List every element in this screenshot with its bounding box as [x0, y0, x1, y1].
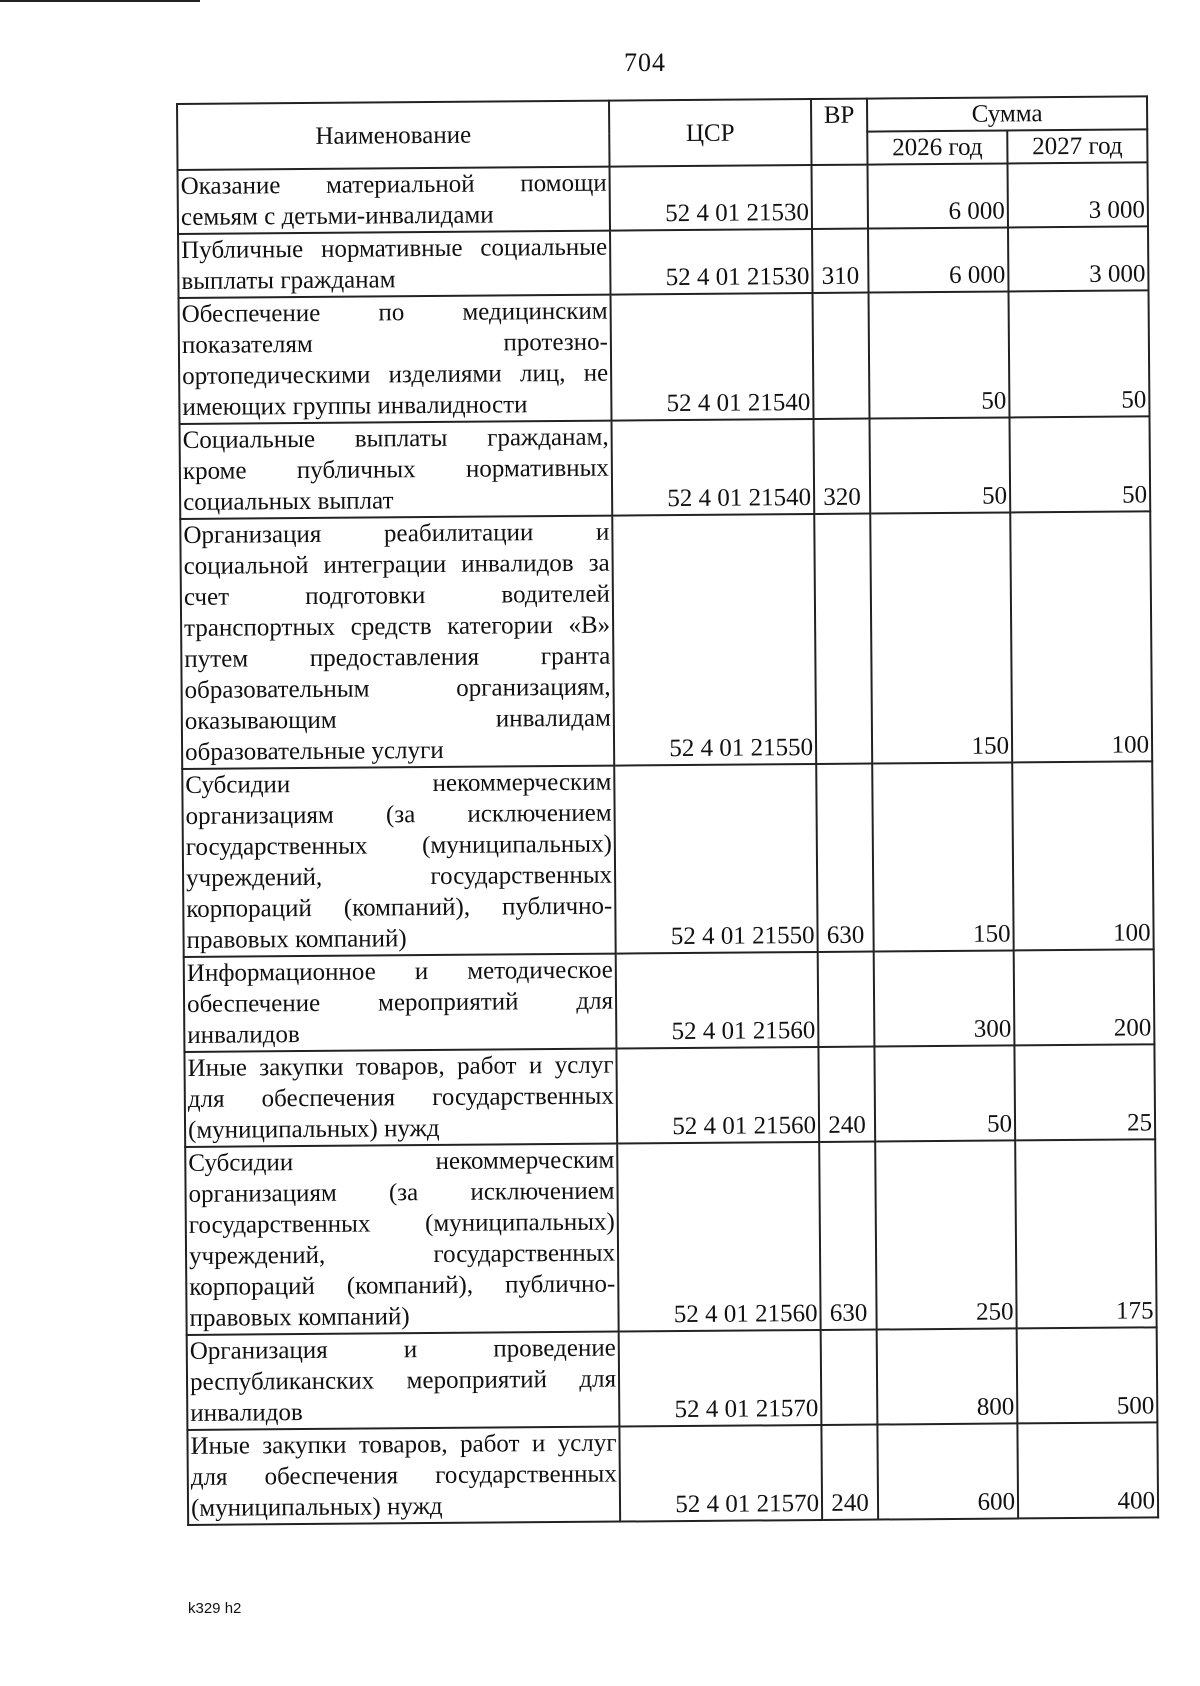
- row-csr: 52 4 01 21530: [610, 229, 812, 295]
- row-sum-2026: 6 000: [868, 163, 1008, 228]
- row-csr: 52 4 01 21550: [612, 514, 816, 766]
- row-sum-2026: 150: [870, 512, 1012, 763]
- row-name: Оказание материальной помощи семьям с детьми-инвалидами: [178, 167, 610, 234]
- row-csr: 52 4 01 21570: [619, 1330, 822, 1427]
- table-row: [182, 761, 1153, 957]
- row-sum-2026: 800: [877, 1328, 1018, 1424]
- table-row: [187, 1327, 1158, 1430]
- footer-code: k329 h2: [188, 1600, 242, 1617]
- header-sum: Сумма: [867, 96, 1147, 131]
- row-sum-2027: 3 000: [1008, 162, 1149, 227]
- row-vr: [813, 293, 870, 419]
- header-year-2026: 2026 год: [867, 130, 1007, 164]
- row-sum-2027: 100: [1012, 761, 1153, 950]
- table-row: [178, 226, 1148, 298]
- row-vr: 630: [819, 1142, 876, 1330]
- table-row: [180, 416, 1151, 519]
- top-rule: [0, 0, 200, 2]
- row-sum-2027: 3 000: [1008, 226, 1149, 291]
- table-row: [178, 162, 1148, 234]
- row-vr: 240: [818, 1047, 875, 1142]
- row-sum-2027: 400: [1017, 1422, 1158, 1518]
- row-sum-2027: 500: [1017, 1327, 1158, 1423]
- row-csr: 52 4 01 21560: [616, 952, 819, 1049]
- row-vr: 320: [814, 419, 871, 514]
- row-sum-2027: 100: [1010, 511, 1152, 762]
- table-row: [184, 1044, 1155, 1147]
- header-vr: ВР: [811, 99, 868, 165]
- row-csr: 52 4 01 21540: [612, 419, 815, 516]
- row-csr: 52 4 01 21550: [614, 764, 817, 954]
- row-name: Социальные выплаты гражданам, кроме публичных нормативных социальных выплат: [180, 421, 613, 519]
- row-sum-2027: 200: [1014, 949, 1155, 1045]
- row-vr: 310: [812, 229, 869, 293]
- row-sum-2026: 250: [875, 1140, 1016, 1329]
- row-csr: 52 4 01 21560: [616, 1047, 819, 1144]
- table-row: [185, 1139, 1156, 1335]
- table-header: [177, 96, 1148, 170]
- row-name: Обеспечение по медицинским показателям протезно-ортопедическими изделиями лиц, не имеющих группы инвалидности: [179, 295, 612, 424]
- row-vr: [821, 1330, 878, 1425]
- row-csr: 52 4 01 21530: [610, 165, 812, 231]
- header-name: Наименование: [177, 101, 610, 170]
- table-body: [178, 162, 1159, 1525]
- row-sum-2027: 175: [1015, 1139, 1156, 1328]
- row-sum-2027: 25: [1014, 1044, 1155, 1140]
- row-name: Субсидии некоммерческим организациям (за исключением государственных (муниципальных) учреждений, государственных корпораций (компаний), публично-правовых компаний): [182, 766, 615, 957]
- table-row: [179, 290, 1150, 424]
- row-sum-2026: 50: [869, 417, 1010, 513]
- row-sum-2027: 50: [1009, 290, 1150, 417]
- row-vr: 240: [821, 1425, 878, 1520]
- row-csr: 52 4 01 21570: [619, 1425, 822, 1522]
- page-number: 704: [624, 48, 666, 77]
- row-vr: [812, 165, 869, 229]
- budget-table: [176, 95, 1159, 1526]
- row-name: Публичные нормативные социальные выплаты гражданам: [178, 231, 610, 298]
- table-row: [187, 1422, 1158, 1525]
- table-row: [184, 949, 1155, 1052]
- row-sum-2027: 50: [1009, 416, 1150, 512]
- row-name: Организация реабилитации и социальной интеграции инвалидов за счет подготовки водителей транспортных средств категории «В» путем предоставления гранта образовательным организациям, оказывающим инвалидам образовательные услуги: [180, 516, 614, 769]
- row-sum-2026: 50: [869, 291, 1010, 418]
- row-sum-2026: 300: [874, 950, 1015, 1046]
- table-row: [180, 511, 1152, 769]
- row-sum-2026: 600: [877, 1423, 1018, 1519]
- row-name: Иные закупки товаров, работ и услуг для обеспечения государственных (муниципальных) нужд: [184, 1049, 617, 1147]
- header-csr: ЦСР: [609, 99, 812, 167]
- row-vr: [818, 952, 875, 1047]
- row-csr: 52 4 01 21540: [611, 293, 814, 421]
- row-vr: 630: [816, 764, 873, 952]
- row-sum-2026: 150: [872, 762, 1013, 951]
- row-name: Иные закупки товаров, работ и услуг для обеспечения государственных (муниципальных) нужд: [187, 1427, 620, 1525]
- row-vr: [814, 514, 872, 764]
- row-sum-2026: 50: [874, 1045, 1015, 1141]
- row-name: Информационное и методическое обеспечение мероприятий для инвалидов: [184, 954, 617, 1052]
- row-name: Организация и проведение республиканских мероприятий для инвалидов: [187, 1332, 620, 1430]
- header-year-2027: 2027 год: [1007, 129, 1147, 163]
- row-name: Субсидии некоммерческим организациям (за исключением государственных (муниципальных) учреждений, государственных корпораций (компаний), публично-правовых компаний): [185, 1144, 618, 1335]
- row-sum-2026: 6 000: [868, 227, 1008, 292]
- row-csr: 52 4 01 21560: [617, 1142, 820, 1332]
